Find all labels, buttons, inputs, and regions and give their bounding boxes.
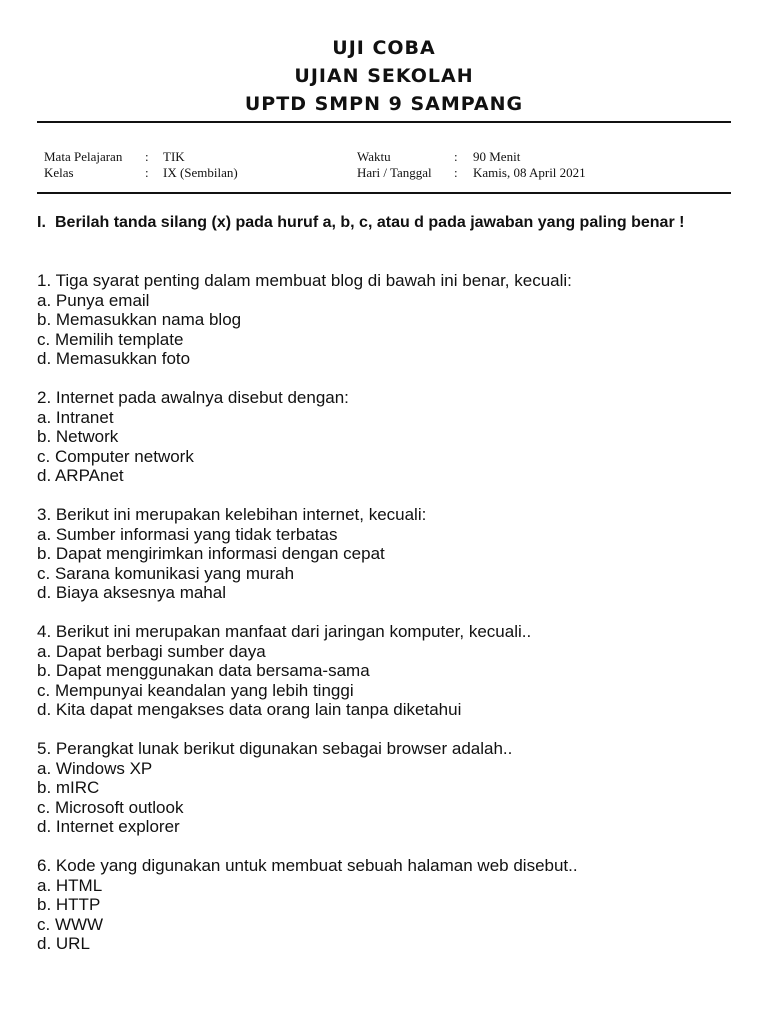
question-text: 6. Kode yang digunakan untuk membuat sebuah halaman web disebut..: [37, 856, 578, 875]
answer-option-c: c. WWW: [37, 914, 104, 934]
exam-info-right: [357, 149, 737, 181]
answer-option-d: d. Biaya aksesnya mahal: [37, 583, 226, 602]
answer-option-c: c. Mempunyai keandalan yang lebih tinggi: [37, 680, 354, 700]
answer-option-a: a. Sumber informasi yang tidak terbatas: [37, 524, 338, 544]
info-row-subject: [44, 149, 344, 165]
answer-option-a: a. Dapat berbagi sumber daya: [37, 641, 266, 661]
exam-title: UJI COBA: [332, 37, 436, 59]
info-label: Waktu: [357, 149, 391, 164]
exam-info-left: [44, 149, 344, 181]
answer-option-b: b. Dapat menggunakan data bersama-sama: [37, 661, 370, 680]
header-divider-bottom: [37, 192, 731, 194]
answer-option-a: a. HTML: [37, 875, 103, 895]
question-3: [37, 505, 747, 603]
answer-option-b: b. mIRC: [37, 778, 100, 797]
question-2: [37, 388, 747, 486]
answer-option-a: a. Windows XP: [37, 758, 153, 778]
section-instruction: [37, 213, 737, 233]
answer-option-d: d. Internet explorer: [37, 817, 180, 836]
question-text: 3. Berikut ini merupakan kelebihan internet, kecuali:: [37, 505, 427, 524]
question-6: [37, 856, 747, 954]
info-value: IX (Sembilan): [163, 165, 238, 180]
section-number: I.: [37, 214, 46, 231]
answer-option-c: c. Computer network: [37, 446, 194, 466]
info-row-class: [44, 165, 344, 181]
question-text: 2. Internet pada awalnya disebut dengan:: [37, 388, 349, 407]
answer-option-d: d. ARPAnet: [37, 466, 124, 485]
question-list: [37, 271, 747, 973]
info-label: Hari / Tanggal: [357, 165, 432, 180]
info-label: Mata Pelajaran: [44, 149, 123, 164]
answer-option-d: d. Memasukkan foto: [37, 349, 191, 368]
info-colon: :: [454, 165, 458, 180]
question-text: 5. Perangkat lunak berikut digunakan sebagai browser adalah..: [37, 739, 513, 758]
question-4: [37, 622, 747, 720]
exam-subtitle: UJIAN SEKOLAH: [294, 65, 474, 87]
info-colon: :: [454, 149, 458, 164]
answer-option-b: b. Dapat mengirimkan informasi dengan cepat: [37, 544, 385, 563]
info-row-date: [357, 165, 737, 181]
exam-header: [0, 34, 768, 118]
answer-option-c: c. Microsoft outlook: [37, 797, 184, 817]
answer-option-c: c. Memilih template: [37, 329, 184, 349]
answer-option-b: b. Memasukkan nama blog: [37, 310, 242, 329]
answer-option-a: a. Punya email: [37, 290, 150, 310]
answer-option-a: a. Intranet: [37, 407, 114, 427]
info-value: TIK: [163, 149, 185, 164]
answer-option-c: c. Sarana komunikasi yang murah: [37, 563, 295, 583]
info-colon: :: [145, 165, 149, 180]
info-value: Kamis, 08 April 2021: [473, 165, 586, 180]
section-instruction-text: Berilah tanda silang (x) pada huruf a, b, c, atau d pada jawaban yang paling benar !: [55, 214, 685, 231]
info-value: 90 Menit: [473, 149, 521, 164]
school-name: UPTD SMPN 9 SAMPANG: [244, 93, 524, 115]
answer-option-d: d. URL: [37, 934, 90, 953]
answer-option-b: b. HTTP: [37, 895, 101, 914]
header-divider-top: [37, 121, 731, 123]
question-text: 1. Tiga syarat penting dalam membuat blog di bawah ini benar, kecuali:: [37, 271, 572, 290]
question-text: 4. Berikut ini merupakan manfaat dari jaringan komputer, kecuali..: [37, 622, 532, 641]
question-1: [37, 271, 747, 369]
answer-option-d: d. Kita dapat mengakses data orang lain tanpa diketahui: [37, 700, 462, 719]
question-5: [37, 739, 747, 837]
answer-option-b: b. Network: [37, 427, 119, 446]
info-label: Kelas: [44, 165, 74, 180]
info-colon: :: [145, 149, 149, 164]
info-row-time: [357, 149, 737, 165]
